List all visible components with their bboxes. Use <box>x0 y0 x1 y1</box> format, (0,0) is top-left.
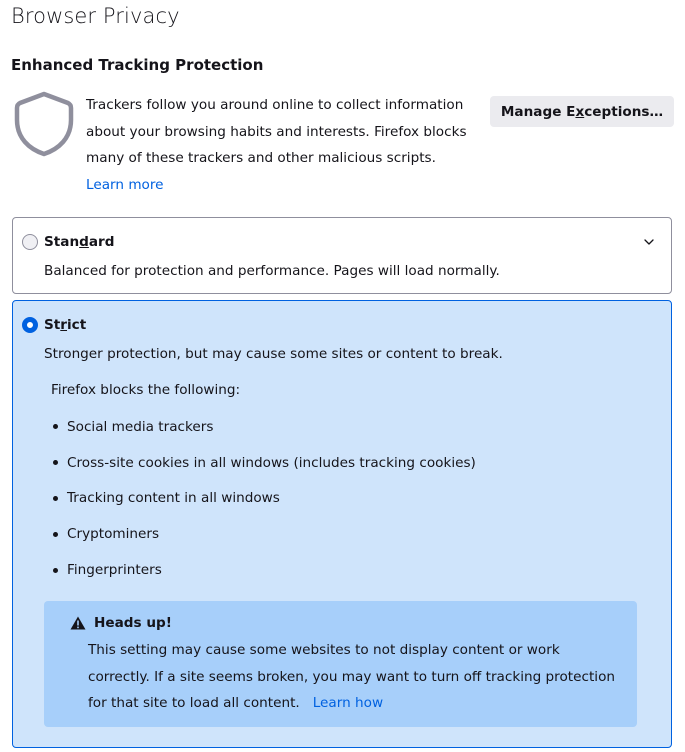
list-item <box>51 552 476 588</box>
bullet-icon <box>53 532 58 537</box>
strict-description: Stronger protection, but may cause some sites or content to break. <box>44 346 503 362</box>
list-item-text: Cross-site cookies in all windows (includes tracking cookies) <box>67 454 476 471</box>
standard-radio[interactable] <box>22 234 38 250</box>
headsup-title: Heads up! <box>94 615 172 631</box>
strict-option-card[interactable] <box>12 300 672 748</box>
chevron-down-icon[interactable] <box>643 236 655 248</box>
list-item-text: Social media trackers <box>67 418 214 435</box>
etp-heading: Enhanced Tracking Protection <box>11 56 264 74</box>
warning-icon <box>70 616 86 630</box>
bullet-icon <box>53 568 58 573</box>
etp-description <box>86 92 476 198</box>
headsup-body-text: This setting may cause some websites to not display content or work correctly. If a site seems broken, you may want to turn off tracking protection for that site to load all content. <box>88 642 615 711</box>
list-item-text: Tracking content in all windows <box>67 490 280 507</box>
headsup-body <box>88 637 620 717</box>
bullet-icon <box>53 424 58 429</box>
list-item-text: Fingerprinters <box>67 562 162 579</box>
list-item <box>51 445 476 481</box>
list-item-text: Cryptominers <box>67 526 160 543</box>
standard-description: Balanced for protection and performance. Pages will load normally. <box>44 263 500 279</box>
blocks-heading: Firefox blocks the following: <box>51 382 241 398</box>
standard-label[interactable]: Standard <box>44 234 115 250</box>
headsup-box <box>44 601 637 727</box>
bullet-icon <box>53 496 58 501</box>
list-item <box>51 481 476 517</box>
list-item <box>51 409 476 445</box>
blocked-list <box>51 409 476 588</box>
shield-icon <box>13 90 75 158</box>
standard-option-card[interactable] <box>12 217 672 294</box>
learn-how-link[interactable]: Learn how <box>312 695 384 711</box>
strict-label[interactable]: Strict <box>44 317 87 333</box>
page-title: Browser Privacy <box>11 4 180 28</box>
etp-description-text: Trackers follow you around online to collect information about your browsing habits and interests. Firefox blocks many of these trackers and other malicious scripts. <box>86 97 467 166</box>
bullet-icon <box>53 460 58 465</box>
manage-exceptions-button[interactable]: Manage Exceptions… <box>490 96 674 127</box>
list-item <box>51 516 476 552</box>
learn-more-link[interactable]: Learn more <box>86 176 164 193</box>
strict-radio[interactable] <box>22 317 38 333</box>
